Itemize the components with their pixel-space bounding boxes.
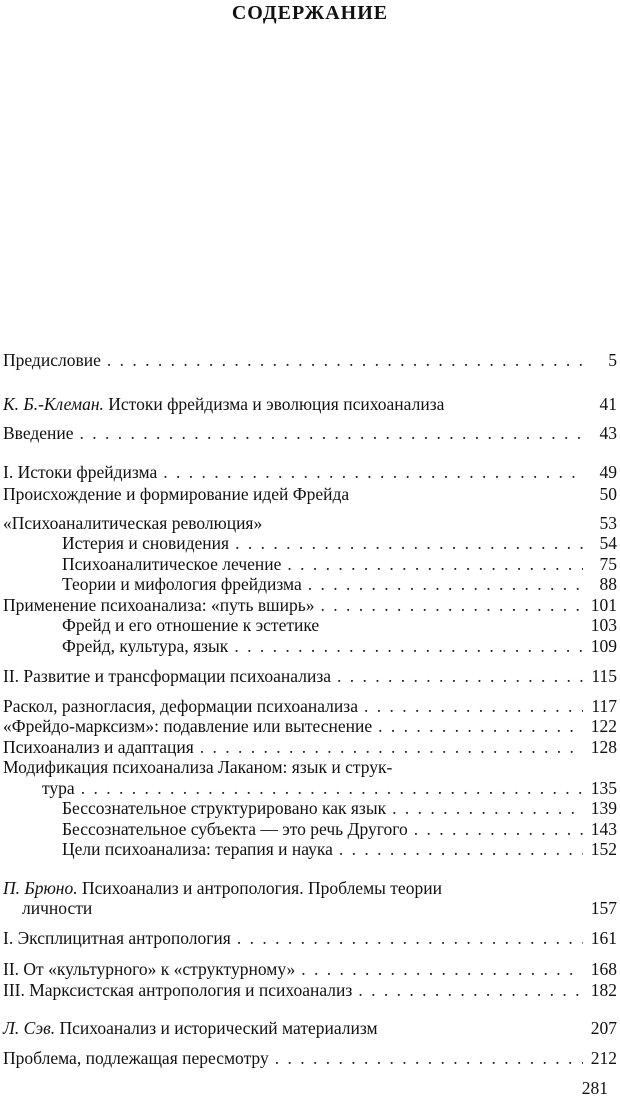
toc-entry-label: I. Истоки фрейдизма [3, 462, 158, 482]
toc-entry[interactable] [3, 460, 617, 484]
toc-entry-page: 109 [590, 636, 617, 656]
toc-entry[interactable] [3, 978, 617, 1002]
toc-entry-label: тура [42, 778, 75, 798]
toc-entry-label: Проблема, подлежащая пересмотру [3, 1048, 269, 1068]
toc-leader-dots [163, 460, 583, 484]
toc-entry-label: Истоки фрейдизма и эволюция психоанализа [108, 394, 445, 414]
toc-entry-author: П. Брюно. [3, 878, 78, 898]
toc-entry-page: 143 [590, 819, 617, 839]
toc-entry-page: 49 [599, 462, 617, 482]
page-title: СОДЕРЖАНИЕ [231, 2, 389, 24]
toc-leader-dots [107, 348, 583, 372]
toc-entry-label: II. Развитие и трансформации психоанализа [3, 666, 331, 686]
toc-entry-label: Психоанализ и исторический материализм [59, 1018, 378, 1038]
toc-entry-label: Истерия и сновидения [62, 533, 230, 553]
toc-entry-page: 157 [590, 898, 617, 918]
toc-entry-label: «Психоаналитическая революция» [3, 513, 263, 533]
toc-entry-page: 152 [590, 839, 617, 859]
toc-entry-label: Предисловие [3, 350, 101, 370]
toc-entry-page: 5 [608, 350, 617, 370]
toc-entry[interactable] [3, 482, 617, 506]
toc-entry-continuation[interactable] [22, 896, 617, 920]
toc-entry-label: Бессознательное структурировано как язык [62, 798, 387, 818]
toc-leader-dots [275, 1046, 583, 1070]
toc-entry[interactable] [3, 421, 617, 445]
toc-entry-page: 207 [590, 1018, 617, 1038]
toc-leader-dots [234, 634, 583, 658]
toc-entry-page: 41 [599, 394, 617, 414]
toc-entry-page: 53 [599, 513, 617, 533]
toc-entry-page: 117 [591, 696, 617, 716]
toc-entry-page: 54 [599, 533, 617, 553]
toc-entry-label: Психоанализ и адаптация [3, 737, 194, 757]
toc-entry-label: Психоаналитическое лечение [62, 554, 282, 574]
toc-leader-dots [80, 421, 583, 445]
toc-entry-page: 50 [599, 484, 617, 504]
toc-entry-page: 122 [590, 716, 617, 736]
toc-entry[interactable] [3, 348, 617, 372]
toc-entry-label: «Фрейдо-марксизм»: подавление или вытеснение [3, 716, 373, 736]
toc-entry-page: 75 [599, 554, 617, 574]
toc-entry[interactable] [3, 1016, 617, 1040]
toc-entry-page: 43 [599, 423, 617, 443]
toc-entry-page: 168 [590, 959, 617, 979]
toc-entry-author: К. Б.-Клеман. [3, 394, 104, 414]
toc-entry[interactable] [3, 664, 617, 688]
toc-entry-label: Раскол, разногласия, деформации психоанализа [3, 696, 358, 716]
toc-entry-label: III. Марксистская антропология и психоанализ [3, 980, 353, 1000]
toc-entry-page: 128 [590, 737, 617, 757]
toc-entry-page: 135 [590, 778, 617, 798]
toc-entry-page: 161 [590, 928, 617, 948]
toc-entry-page: 182 [590, 980, 617, 1000]
toc-entry-label: Модификация психоанализа Лаканом: язык и струк- [3, 757, 393, 777]
toc-entry-label: Бессознательное субъекта — это речь Другого [62, 819, 408, 839]
toc-entry-label: Цели психоанализа: терапия и наука [62, 839, 333, 859]
toc-entry[interactable] [3, 392, 617, 416]
toc-entry-page: 139 [590, 798, 617, 818]
toc-entry-label: Введение [3, 423, 74, 443]
toc-entry-label: Фрейд, культура, язык [62, 636, 229, 656]
toc-entry-page: 103 [590, 615, 617, 635]
toc-leader-dots [237, 926, 583, 950]
toc-entry-page: 101 [590, 595, 617, 615]
toc-entry-label: Теории и мифология фрейдизма [62, 574, 302, 594]
toc-entry-label: I. Эксплицитная антропология [3, 928, 231, 948]
toc-entry-page: 88 [599, 574, 617, 594]
toc-leader-dots [358, 978, 583, 1002]
toc-entry[interactable] [3, 926, 617, 950]
toc-entry-label: II. От «культурного» к «структурному» [3, 959, 296, 979]
page-number: 281 [581, 1078, 608, 1098]
toc-entry[interactable] [62, 837, 617, 861]
toc-entry-label: Психоанализ и антропология. Проблемы теории [81, 878, 442, 898]
toc-entry-label: Происхождение и формирование идей Фрейда [3, 484, 350, 504]
toc-entry-page: 212 [590, 1048, 617, 1068]
toc-leader-dots [337, 664, 583, 688]
toc-entry-author: Л. Сэв. [3, 1018, 56, 1038]
toc-entry[interactable] [62, 634, 617, 658]
toc-entry[interactable] [3, 1046, 617, 1070]
toc-entry-page: 115 [591, 666, 617, 686]
toc-entry-label: Применение психоанализа: «путь вширь» [3, 595, 315, 615]
toc-leader-dots [339, 837, 583, 861]
toc-entry-label: личности [22, 898, 93, 918]
toc-entry-label: Фрейд и его отношение к эстетике [62, 615, 320, 635]
